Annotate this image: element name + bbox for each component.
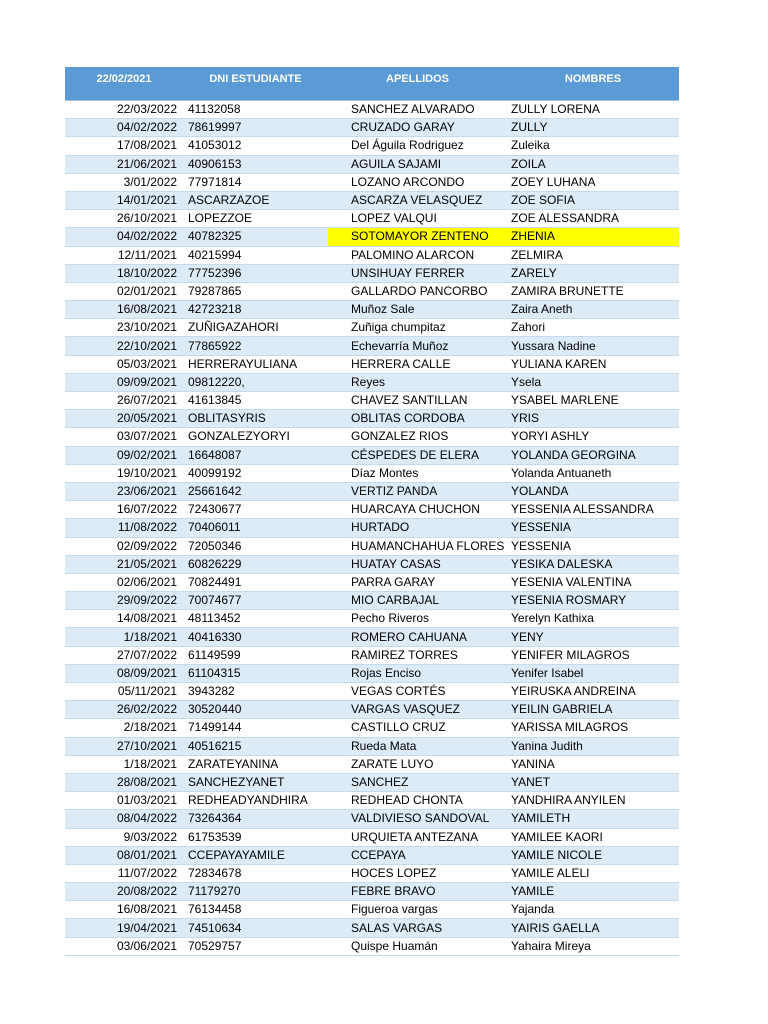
table-row <box>65 101 679 119</box>
cell-apellidos[interactable]: SALAS VARGAS <box>328 919 507 937</box>
cell-nombres[interactable]: YESSENIA <box>507 519 679 537</box>
cell-dni[interactable]: 70824491 <box>183 573 328 591</box>
cell-apellidos[interactable]: UNSIHUAY FERRER <box>328 264 507 282</box>
table-row <box>65 901 679 919</box>
cell-fecha[interactable]: 21/05/2021 <box>65 555 183 573</box>
cell-nombres[interactable]: YULIANA KAREN <box>507 355 679 373</box>
cell-dni[interactable]: 77971814 <box>183 173 328 191</box>
cell-apellidos[interactable]: HUATAY CASAS <box>328 555 507 573</box>
cell-nombres[interactable]: YOLANDA <box>507 482 679 500</box>
cell-dni[interactable]: LOPEZZOE <box>183 210 328 228</box>
cell-dni[interactable]: 48113452 <box>183 610 328 628</box>
cell-fecha[interactable]: 21/06/2021 <box>65 155 183 173</box>
cell-apellidos[interactable]: CCEPAYA <box>328 846 507 864</box>
cell-dni[interactable]: 16648087 <box>183 446 328 464</box>
table-row <box>65 264 679 282</box>
cell-nombres[interactable]: Yajanda <box>507 901 679 919</box>
cell-fecha[interactable]: 9/03/2022 <box>65 828 183 846</box>
cell-apellidos[interactable]: ZARATE LUYO <box>328 755 507 773</box>
cell-apellidos[interactable]: Díaz Montes <box>328 464 507 482</box>
table-row <box>65 610 679 628</box>
cell-fecha[interactable]: 08/01/2021 <box>65 846 183 864</box>
table-row <box>65 119 679 137</box>
cell-fecha[interactable]: 03/07/2021 <box>65 428 183 446</box>
table-row <box>65 792 679 810</box>
students-table <box>65 67 679 956</box>
cell-nombres[interactable]: Ysela <box>507 373 679 391</box>
table-row <box>65 701 679 719</box>
cell-fecha[interactable]: 02/09/2022 <box>65 537 183 555</box>
cell-fecha[interactable]: 23/10/2021 <box>65 319 183 337</box>
cell-apellidos[interactable]: Zuñiga chumpitaz <box>328 319 507 337</box>
cell-dni[interactable]: 40215994 <box>183 246 328 264</box>
cell-apellidos[interactable]: Rojas Enciso <box>328 664 507 682</box>
cell-nombres[interactable]: YSABEL MARLENE <box>507 392 679 410</box>
cell-nombres[interactable]: Yussara Nadine <box>507 337 679 355</box>
table-row <box>65 482 679 500</box>
cell-dni[interactable]: 40099192 <box>183 464 328 482</box>
cell-nombres[interactable]: Zahori <box>507 319 679 337</box>
table-row <box>65 446 679 464</box>
cell-apellidos[interactable]: AGUILA SAJAMI <box>328 155 507 173</box>
cell-apellidos[interactable]: FEBRE BRAVO <box>328 883 507 901</box>
cell-nombres[interactable]: ZARELY <box>507 264 679 282</box>
cell-fecha[interactable]: 26/07/2021 <box>65 392 183 410</box>
cell-fecha[interactable]: 18/10/2022 <box>65 264 183 282</box>
cell-nombres[interactable]: Yahaira Mireya <box>507 937 679 955</box>
table-row <box>65 573 679 591</box>
cell-fecha[interactable]: 19/10/2021 <box>65 464 183 482</box>
cell-nombres[interactable]: Yanina Judith <box>507 737 679 755</box>
table-row <box>65 519 679 537</box>
cell-dni[interactable]: 61753539 <box>183 828 328 846</box>
cell-fecha[interactable]: 16/07/2022 <box>65 501 183 519</box>
cell-dni[interactable]: 40906153 <box>183 155 328 173</box>
cell-apellidos[interactable]: VALDIVIESO SANDOVAL <box>328 810 507 828</box>
cell-apellidos[interactable]: HOCES LOPEZ <box>328 864 507 882</box>
cell-fecha[interactable]: 01/03/2021 <box>65 792 183 810</box>
table-row <box>65 173 679 191</box>
cell-dni[interactable]: HERRERAYULIANA <box>183 355 328 373</box>
cell-fecha[interactable]: 16/08/2021 <box>65 901 183 919</box>
cell-fecha[interactable]: 08/09/2021 <box>65 664 183 682</box>
cell-dni[interactable]: 72430677 <box>183 501 328 519</box>
cell-apellidos[interactable]: VEGAS CORTÉS <box>328 683 507 701</box>
cell-nombres[interactable]: YANET <box>507 773 679 791</box>
cell-nombres[interactable]: ZULLY LORENA <box>507 101 679 119</box>
cell-apellidos[interactable]: ASCARZA VELASQUEZ <box>328 191 507 209</box>
cell-dni[interactable]: 41613845 <box>183 392 328 410</box>
cell-dni[interactable]: 40416330 <box>183 628 328 646</box>
cell-apellidos[interactable]: CASTILLO CRUZ <box>328 719 507 737</box>
cell-fecha[interactable]: 20/05/2021 <box>65 410 183 428</box>
cell-fecha[interactable]: 04/02/2022 <box>65 119 183 137</box>
header-dni[interactable]: DNI ESTUDIANTE <box>183 67 328 101</box>
table-row <box>65 828 679 846</box>
table-row <box>65 664 679 682</box>
cell-nombres[interactable]: YAMILE NICOLE <box>507 846 679 864</box>
cell-nombres[interactable]: YEIRUSKA ANDREINA <box>507 683 679 701</box>
table-row <box>65 373 679 391</box>
cell-nombres[interactable]: YAMILE ALELI <box>507 864 679 882</box>
cell-dni[interactable]: REDHEADYANDHIRA <box>183 792 328 810</box>
cell-apellidos[interactable]: ROMERO CAHUANA <box>328 628 507 646</box>
cell-nombres[interactable]: ZELMIRA <box>507 246 679 264</box>
table-row <box>65 937 679 955</box>
cell-apellidos[interactable]: CÉSPEDES DE ELERA <box>328 446 507 464</box>
table-row <box>65 755 679 773</box>
cell-fecha[interactable]: 11/08/2022 <box>65 519 183 537</box>
cell-apellidos[interactable]: MIO CARBAJAL <box>328 592 507 610</box>
cell-apellidos[interactable]: GALLARDO PANCORBO <box>328 282 507 300</box>
table-row <box>65 719 679 737</box>
cell-apellidos[interactable]: Del Águila Rodriguez <box>328 137 507 155</box>
cell-apellidos[interactable]: VARGAS VASQUEZ <box>328 701 507 719</box>
table-row <box>65 137 679 155</box>
cell-fecha[interactable]: 02/06/2021 <box>65 573 183 591</box>
cell-fecha[interactable]: 27/10/2021 <box>65 737 183 755</box>
cell-apellidos[interactable]: Reyes <box>328 373 507 391</box>
cell-fecha[interactable]: 19/04/2021 <box>65 919 183 937</box>
cell-nombres[interactable]: YAIRIS GAELLA <box>507 919 679 937</box>
cell-dni[interactable]: 77865922 <box>183 337 328 355</box>
table-row <box>65 883 679 901</box>
cell-nombres[interactable]: YOLANDA GEORGINA <box>507 446 679 464</box>
cell-fecha[interactable]: 22/10/2021 <box>65 337 183 355</box>
cell-nombres[interactable]: YENY <box>507 628 679 646</box>
table-row <box>65 537 679 555</box>
table-row <box>65 628 679 646</box>
cell-dni[interactable]: GONZALEZYORYI <box>183 428 328 446</box>
table-row <box>65 683 679 701</box>
cell-apellidos[interactable]: Rueda Mata <box>328 737 507 755</box>
table-row <box>65 155 679 173</box>
table-row <box>65 319 679 337</box>
cell-fecha[interactable]: 09/09/2021 <box>65 373 183 391</box>
cell-fecha[interactable]: 27/07/2022 <box>65 646 183 664</box>
cell-dni[interactable]: 70529757 <box>183 937 328 955</box>
cell-apellidos[interactable]: Pecho Riveros <box>328 610 507 628</box>
cell-dni[interactable]: ZARATEYANINA <box>183 755 328 773</box>
cell-fecha[interactable]: 2/18/2021 <box>65 719 183 737</box>
cell-dni[interactable]: 40516215 <box>183 737 328 755</box>
cell-fecha[interactable]: 11/07/2022 <box>65 864 183 882</box>
cell-nombres[interactable]: YRIS <box>507 410 679 428</box>
table-row <box>65 301 679 319</box>
table-row <box>65 355 679 373</box>
cell-fecha[interactable]: 16/08/2021 <box>65 301 183 319</box>
cell-nombres[interactable]: YEILIN GABRIELA <box>507 701 679 719</box>
cell-nombres[interactable]: Zaira Aneth <box>507 301 679 319</box>
cell-dni[interactable]: OBLITASYRIS <box>183 410 328 428</box>
cell-nombres[interactable]: ZAMIRA BRUNETTE <box>507 282 679 300</box>
cell-fecha[interactable]: 05/03/2021 <box>65 355 183 373</box>
cell-dni[interactable]: 71499144 <box>183 719 328 737</box>
table-row <box>65 210 679 228</box>
cell-fecha[interactable]: 26/10/2021 <box>65 210 183 228</box>
cell-apellidos[interactable]: Muñoz Sale <box>328 301 507 319</box>
cell-dni[interactable]: 61149599 <box>183 646 328 664</box>
cell-dni[interactable]: 30520440 <box>183 701 328 719</box>
cell-nombres[interactable]: YESENIA VALENTINA <box>507 573 679 591</box>
cell-apellidos[interactable]: HERRERA CALLE <box>328 355 507 373</box>
cell-dni[interactable]: 70074677 <box>183 592 328 610</box>
cell-fecha[interactable]: 28/08/2021 <box>65 773 183 791</box>
cell-dni[interactable]: 42723218 <box>183 301 328 319</box>
cell-fecha[interactable]: 23/06/2021 <box>65 482 183 500</box>
cell-nombres[interactable]: ZOEY LUHANA <box>507 173 679 191</box>
table-row <box>65 501 679 519</box>
cell-apellidos[interactable]: OBLITAS CORDOBA <box>328 410 507 428</box>
cell-nombres[interactable]: YAMILETH <box>507 810 679 828</box>
cell-dni[interactable]: 73264364 <box>183 810 328 828</box>
cell-dni[interactable]: 41053012 <box>183 137 328 155</box>
cell-dni[interactable]: 77752396 <box>183 264 328 282</box>
cell-fecha[interactable]: 20/08/2022 <box>65 883 183 901</box>
cell-fecha[interactable]: 12/11/2021 <box>65 246 183 264</box>
cell-apellidos[interactable]: CHAVEZ SANTILLAN <box>328 392 507 410</box>
cell-fecha[interactable]: 02/01/2021 <box>65 282 183 300</box>
cell-dni[interactable]: 60826229 <box>183 555 328 573</box>
table-row <box>65 646 679 664</box>
cell-fecha[interactable]: 17/08/2021 <box>65 137 183 155</box>
cell-nombres[interactable]: YAMILEE KAORI <box>507 828 679 846</box>
table-row <box>65 864 679 882</box>
cell-fecha[interactable]: 22/03/2022 <box>65 101 183 119</box>
cell-apellidos[interactable]: SANCHEZ ALVARADO <box>328 101 507 119</box>
header-row <box>65 67 679 101</box>
table-row <box>65 228 679 246</box>
cell-fecha[interactable]: 09/02/2021 <box>65 446 183 464</box>
table-row <box>65 810 679 828</box>
cell-apellidos[interactable]: GONZALEZ RIOS <box>328 428 507 446</box>
cell-dni[interactable]: 09812220, <box>183 373 328 391</box>
cell-apellidos[interactable]: RAMIREZ TORRES <box>328 646 507 664</box>
table-row <box>65 919 679 937</box>
cell-nombres[interactable]: YORYI ASHLY <box>507 428 679 446</box>
table-row <box>65 246 679 264</box>
cell-apellidos[interactable]: HURTADO <box>328 519 507 537</box>
cell-nombres[interactable]: YESIKA DALESKA <box>507 555 679 573</box>
cell-dni[interactable]: 72050346 <box>183 537 328 555</box>
table-row <box>65 428 679 446</box>
cell-dni[interactable]: 71179270 <box>183 883 328 901</box>
spreadsheet <box>65 67 679 956</box>
cell-apellidos[interactable]: PARRA GARAY <box>328 573 507 591</box>
cell-dni[interactable]: ASCARZAZOE <box>183 191 328 209</box>
cell-apellidos[interactable]: Quispe Huamán <box>328 937 507 955</box>
table-row <box>65 555 679 573</box>
cell-fecha[interactable]: 05/11/2021 <box>65 683 183 701</box>
cell-dni[interactable]: SANCHEZYANET <box>183 773 328 791</box>
table-row <box>65 773 679 791</box>
table-row <box>65 592 679 610</box>
table-row <box>65 846 679 864</box>
cell-apellidos[interactable]: HUAMANCHAHUA FLORES <box>328 537 507 555</box>
cell-fecha[interactable]: 04/02/2022 <box>65 228 183 246</box>
cell-nombres[interactable]: YANDHIRA ANYILEN <box>507 792 679 810</box>
cell-dni[interactable]: 76134458 <box>183 901 328 919</box>
cell-fecha[interactable]: 1/18/2021 <box>65 628 183 646</box>
table-row <box>65 737 679 755</box>
cell-apellidos[interactable]: CRUZADO GARAY <box>328 119 507 137</box>
cell-dni[interactable]: CCEPAYAYAMILE <box>183 846 328 864</box>
table-header <box>65 67 679 101</box>
cell-dni[interactable]: 41132058 <box>183 101 328 119</box>
cell-dni[interactable]: 70406011 <box>183 519 328 537</box>
cell-nombres[interactable]: ZOE ALESSANDRA <box>507 210 679 228</box>
cell-nombres[interactable]: YESSENIA ALESSANDRA <box>507 501 679 519</box>
header-date[interactable]: 22/02/2021 <box>65 67 183 101</box>
cell-apellidos[interactable]: SANCHEZ <box>328 773 507 791</box>
table-row <box>65 191 679 209</box>
cell-dni[interactable]: 78619997 <box>183 119 328 137</box>
table-row <box>65 410 679 428</box>
cell-nombres[interactable]: YARISSA MILAGROS <box>507 719 679 737</box>
cell-nombres[interactable]: Yolanda Antuaneth <box>507 464 679 482</box>
cell-fecha[interactable]: 03/06/2021 <box>65 937 183 955</box>
cell-dni[interactable]: 25661642 <box>183 482 328 500</box>
header-apellidos[interactable]: APELLIDOS <box>328 67 507 101</box>
cell-apellidos[interactable]: LOZANO ARCONDO <box>328 173 507 191</box>
cell-nombres[interactable]: ZOE SOFIA <box>507 191 679 209</box>
table-body <box>65 101 679 956</box>
cell-nombres[interactable]: YESENIA ROSMARY <box>507 592 679 610</box>
cell-apellidos[interactable]: REDHEAD CHONTA <box>328 792 507 810</box>
cell-fecha[interactable]: 08/04/2022 <box>65 810 183 828</box>
cell-apellidos[interactable]: VERTIZ PANDA <box>328 482 507 500</box>
cell-fecha[interactable]: 14/01/2021 <box>65 191 183 209</box>
cell-apellidos[interactable]: HUARCAYA CHUCHON <box>328 501 507 519</box>
cell-fecha[interactable]: 3/01/2022 <box>65 173 183 191</box>
cell-dni[interactable]: 3943282 <box>183 683 328 701</box>
cell-fecha[interactable]: 29/09/2022 <box>65 592 183 610</box>
cell-dni[interactable]: 72834678 <box>183 864 328 882</box>
cell-dni[interactable]: 79287865 <box>183 282 328 300</box>
cell-nombres[interactable]: YAMILE <box>507 883 679 901</box>
cell-dni[interactable]: ZUÑIGAZAHORI <box>183 319 328 337</box>
cell-apellidos[interactable]: LOPEZ VALQUI <box>328 210 507 228</box>
cell-apellidos[interactable]: Figueroa vargas <box>328 901 507 919</box>
cell-dni[interactable]: 61104315 <box>183 664 328 682</box>
header-nombres[interactable]: NOMBRES <box>507 67 679 101</box>
cell-nombres[interactable]: YANINA <box>507 755 679 773</box>
cell-apellidos[interactable]: Echevarría Muñoz <box>328 337 507 355</box>
cell-nombres[interactable]: ZOILA <box>507 155 679 173</box>
cell-apellidos[interactable]: SOTOMAYOR ZENTENO <box>328 228 507 246</box>
cell-nombres[interactable]: ZULLY <box>507 119 679 137</box>
cell-dni[interactable]: 74510634 <box>183 919 328 937</box>
table-row <box>65 464 679 482</box>
table-row <box>65 392 679 410</box>
cell-nombres[interactable]: Zuleika <box>507 137 679 155</box>
table-row <box>65 282 679 300</box>
cell-dni[interactable]: 40782325 <box>183 228 328 246</box>
cell-apellidos[interactable]: URQUIETA ANTEZANA <box>328 828 507 846</box>
cell-nombres[interactable]: Yerelyn Kathixa <box>507 610 679 628</box>
cell-fecha[interactable]: 1/18/2021 <box>65 755 183 773</box>
cell-fecha[interactable]: 26/02/2022 <box>65 701 183 719</box>
cell-nombres[interactable]: ZHENIA <box>507 228 679 246</box>
cell-fecha[interactable]: 14/08/2021 <box>65 610 183 628</box>
cell-nombres[interactable]: YESSENIA <box>507 537 679 555</box>
cell-nombres[interactable]: Yenifer Isabel <box>507 664 679 682</box>
table-row <box>65 337 679 355</box>
cell-nombres[interactable]: YENIFER MILAGROS <box>507 646 679 664</box>
cell-apellidos[interactable]: PALOMINO ALARCON <box>328 246 507 264</box>
